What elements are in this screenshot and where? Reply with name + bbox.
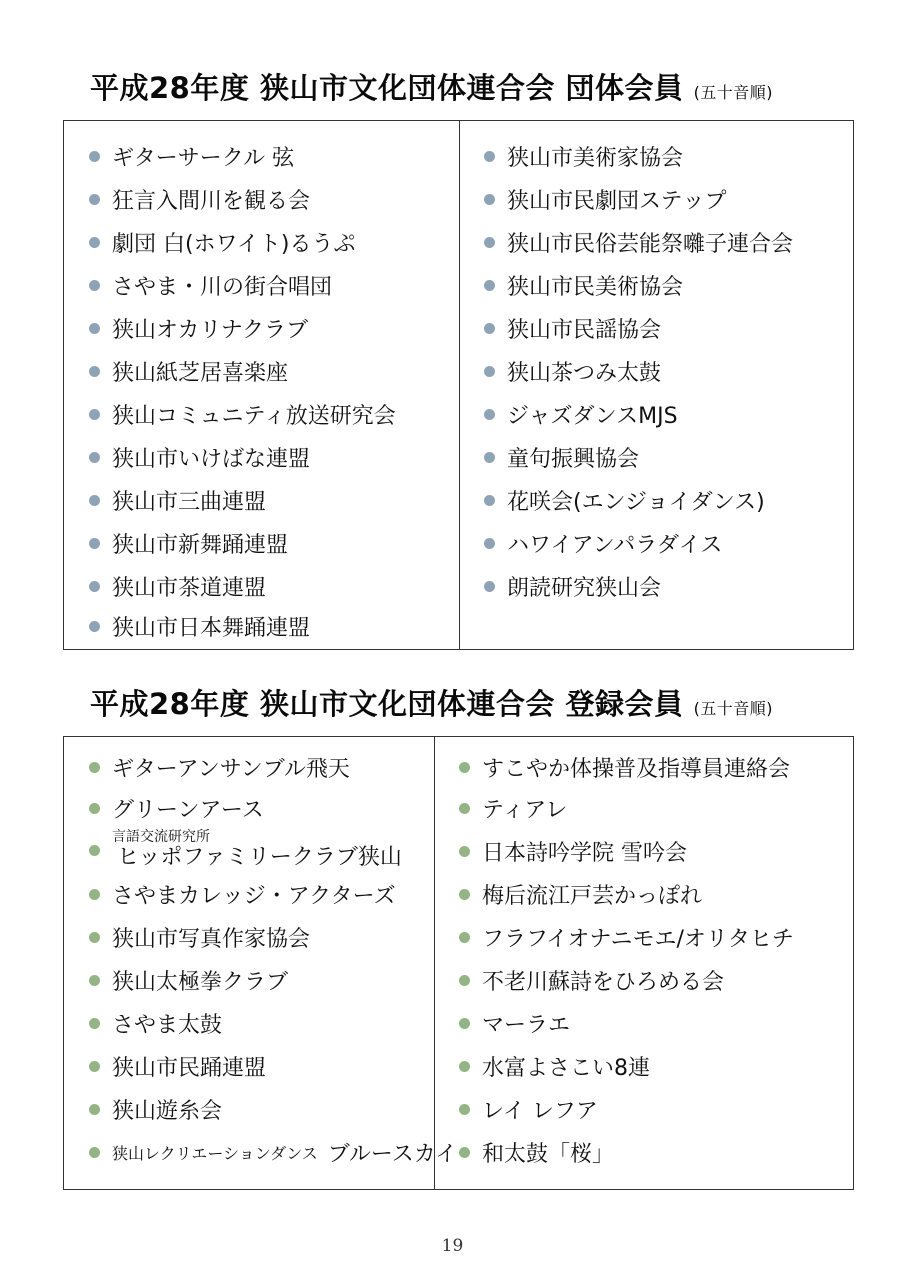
- list-item: [64, 746, 434, 789]
- list-item: [434, 1088, 852, 1131]
- member-name: グリーンアース: [112, 798, 264, 823]
- list-item: [459, 350, 852, 393]
- member-name: 和太鼓「桜」: [482, 1142, 615, 1167]
- bullet-icon: [459, 1104, 470, 1115]
- bullet-icon: [89, 280, 100, 291]
- list-item: [459, 565, 852, 608]
- list-item: [64, 1002, 434, 1045]
- member-name: 狭山オカリナクラブ: [112, 318, 309, 343]
- member-name: さやまカレッジ・アクターズ: [112, 884, 396, 909]
- section2-title-text: 平成28年度 狭山市文化団体連合会 登録会員: [90, 687, 684, 721]
- list-item: [434, 830, 852, 873]
- list-item: [64, 221, 459, 264]
- bullet-icon: [89, 151, 100, 162]
- bullet-icon: [89, 1104, 100, 1115]
- member-name: 狭山コミュニティ放送研究会: [112, 404, 396, 429]
- member-name: 狭山市日本舞踊連盟: [112, 616, 311, 641]
- bullet-icon: [484, 581, 495, 592]
- list-item: [459, 479, 852, 522]
- bullet-icon: [89, 803, 100, 814]
- list-item: [64, 307, 459, 350]
- bullet-icon: [459, 803, 470, 814]
- bullet-icon: [89, 932, 100, 943]
- list-item: [64, 522, 459, 565]
- section1-left-column: [64, 121, 460, 649]
- bullet-icon: [484, 495, 495, 506]
- member-name: 狭山紙芝居喜楽座: [112, 361, 289, 386]
- bullet-icon: [89, 237, 100, 248]
- bullet-icon: [89, 409, 100, 420]
- list-item: [64, 436, 459, 479]
- bullet-icon: [484, 194, 495, 205]
- list-item: [64, 873, 434, 916]
- member-name: 狭山市美術家協会: [507, 146, 684, 171]
- member-name: 童句振興協会: [507, 447, 640, 472]
- bullet-icon: [89, 1147, 100, 1158]
- section1-member-box: [63, 120, 854, 650]
- member-name: すこやか体操普及指導員連絡会: [482, 757, 791, 782]
- list-item: [64, 959, 434, 1002]
- bullet-icon: [89, 538, 100, 549]
- bullet-icon: [459, 975, 470, 986]
- list-item: [459, 135, 852, 178]
- section2-member-box: [63, 736, 854, 1190]
- list-item: [64, 787, 434, 830]
- member-name: 花咲会(エンジョイダンス): [507, 490, 765, 515]
- bullet-icon: [89, 1018, 100, 1029]
- list-item: [64, 565, 459, 608]
- bullet-icon: [89, 495, 100, 506]
- bullet-icon: [484, 237, 495, 248]
- list-item: [459, 178, 852, 221]
- list-item: [64, 264, 459, 307]
- list-item: [459, 264, 852, 307]
- list-item: [64, 1045, 434, 1088]
- member-name: 狭山市新舞踊連盟: [112, 533, 289, 558]
- list-item: [64, 178, 459, 221]
- member-name: 不老川蘇詩をひろめる会: [482, 970, 725, 995]
- member-name: 日本詩吟学院 雪吟会: [482, 841, 687, 866]
- bullet-icon: [89, 366, 100, 377]
- section2-order-note: (五十音順): [693, 699, 774, 718]
- member-name: 狭山市民謡協会: [507, 318, 662, 343]
- list-item: [64, 829, 434, 872]
- member-name: 狭山市民劇団ステップ: [507, 189, 727, 214]
- list-item: [459, 436, 852, 479]
- member-name-part2: ブルースカイ: [327, 1142, 458, 1167]
- member-name: マーラエ: [482, 1013, 571, 1038]
- bullet-icon: [459, 1018, 470, 1029]
- member-name: さやま・川の街合唱団: [112, 275, 333, 300]
- bullet-icon: [484, 280, 495, 291]
- bullet-icon: [484, 409, 495, 420]
- member-name: 水富よさこい8連: [482, 1056, 650, 1081]
- list-item: [64, 1088, 434, 1131]
- member-name: さやま太鼓: [112, 1013, 223, 1038]
- bullet-icon: [89, 1061, 100, 1072]
- member-name: 狭山茶つみ太鼓: [507, 361, 662, 386]
- bullet-icon: [459, 1061, 470, 1072]
- list-item: [64, 1131, 458, 1174]
- member-name: 狭山市茶道連盟: [112, 576, 267, 601]
- bullet-icon: [89, 845, 100, 856]
- list-item: [434, 1002, 852, 1045]
- list-item: [459, 393, 852, 436]
- page-number: 19: [441, 1236, 464, 1256]
- member-name-line2: ヒッポファミリークラブ狭山: [117, 844, 402, 870]
- member-name-line1: 言語交流研究所: [112, 828, 210, 845]
- bullet-icon: [89, 452, 100, 463]
- list-item: [459, 221, 852, 264]
- member-name: 朗読研究狭山会: [507, 576, 662, 601]
- member-name: 劇団 白(ホワイト)るうぷ: [112, 232, 356, 257]
- bullet-icon: [459, 1147, 470, 1158]
- bullet-icon: [459, 932, 470, 943]
- list-item: [434, 873, 852, 916]
- member-name: 狭山遊糸会: [112, 1099, 223, 1124]
- section1-right-column: [459, 121, 852, 649]
- member-name: 狭山市いけばな連盟: [112, 447, 311, 472]
- bullet-icon: [484, 151, 495, 162]
- bullet-icon: [459, 889, 470, 900]
- member-name: ティアレ: [482, 798, 568, 823]
- member-name: 狭山太極拳クラブ: [112, 970, 289, 995]
- bullet-icon: [459, 846, 470, 857]
- list-item: [434, 959, 852, 1002]
- bullet-icon: [484, 452, 495, 463]
- member-name: 狭山市民踊連盟: [112, 1056, 267, 1081]
- bullet-icon: [89, 194, 100, 205]
- member-name: 狭山市民美術協会: [507, 275, 684, 300]
- list-item: [64, 135, 459, 178]
- list-item: [64, 479, 459, 522]
- bullet-icon: [484, 366, 495, 377]
- section2-right-column: [434, 737, 852, 1189]
- list-item: [434, 787, 852, 830]
- bullet-icon: [89, 581, 100, 592]
- bullet-icon: [89, 621, 100, 632]
- bullet-icon: [89, 889, 100, 900]
- member-name: 梅后流江戸芸かっぽれ: [482, 884, 703, 909]
- list-item: [64, 393, 459, 436]
- member-name: レイ レフア: [482, 1099, 598, 1124]
- bullet-icon: [459, 762, 470, 773]
- section1-title-text: 平成28年度 狭山市文化団体連合会 団体会員: [90, 71, 684, 105]
- list-item: [434, 746, 852, 789]
- list-item: [64, 605, 459, 648]
- member-name-two-line: [112, 828, 402, 870]
- member-name: 狭山市写真作家協会: [112, 927, 311, 952]
- member-name: 狂言入間川を観る会: [112, 189, 311, 214]
- section1-order-note: (五十音順): [693, 83, 774, 102]
- bullet-icon: [89, 762, 100, 773]
- list-item: [434, 1045, 852, 1088]
- member-name-part1: 狭山レクリエーションダンス: [112, 1144, 318, 1163]
- section2-left-column: [64, 737, 458, 1189]
- list-item: [434, 1131, 852, 1174]
- member-name: フラフイオナニモエ/オリタヒチ: [482, 927, 794, 952]
- member-name: ハワイアンパラダイス: [507, 533, 723, 558]
- list-item: [459, 307, 852, 350]
- bullet-icon: [484, 538, 495, 549]
- member-name: 狭山市民俗芸能祭囃子連合会: [507, 232, 794, 257]
- member-name: ギターサークル 弦: [112, 146, 295, 171]
- list-item: [64, 350, 459, 393]
- bullet-icon: [89, 975, 100, 986]
- section1-title: [90, 66, 773, 107]
- list-item: [64, 916, 434, 959]
- list-item: [459, 522, 852, 565]
- member-name: 狭山市三曲連盟: [112, 490, 267, 515]
- list-item: [434, 916, 852, 959]
- member-name: ジャズダンスMJS: [507, 404, 678, 429]
- member-name: ギターアンサンブル飛天: [112, 757, 350, 782]
- bullet-icon: [484, 323, 495, 334]
- section2-title: [90, 682, 773, 723]
- bullet-icon: [89, 323, 100, 334]
